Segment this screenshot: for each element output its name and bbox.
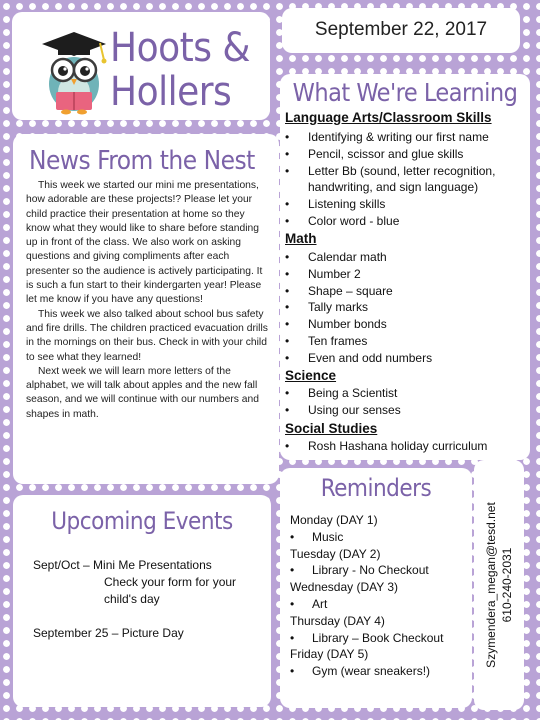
list-item: • Number bonds	[285, 316, 525, 333]
reminder-item: • Art	[290, 596, 328, 611]
newsletter-date: September 22, 2017	[314, 19, 488, 40]
news-heading: News From the Nest	[29, 146, 255, 176]
reminders-list	[290, 512, 443, 680]
list-item: • Number 2	[285, 266, 525, 283]
news-body	[26, 179, 270, 422]
event-picture-day: September 25 – Picture Day	[33, 626, 184, 640]
learning-heading: What We're Learning	[292, 78, 518, 107]
news-paragraph: This week we started our mini me presentations, how adorable are these projects!? Please let your child practice their presentation at home so they know what they would like to share before standing up in front of the class. We also work on asking questions and giving compliments after each presenter so the audience is actively participating. It is such a fun start to their kindergarten year! Please let me know if you have any questions!	[26, 180, 263, 306]
date-panel	[282, 8, 520, 53]
reminder-day: Monday (DAY 1)	[290, 513, 378, 527]
list-item: • Shape – square	[285, 283, 525, 300]
event-presentations: Sept/Oct – Mini Me Presentations	[33, 558, 212, 572]
reminder-day: Wednesday (DAY 3)	[290, 580, 399, 595]
contact-panel	[474, 460, 524, 710]
list-item: • Letter Bb (sound, letter recognition, handwriting, and sign language)	[285, 163, 525, 197]
contact-info	[483, 460, 515, 710]
owl-icon	[34, 26, 112, 116]
reminder-item: • Gym (wear sneakers!)	[290, 664, 431, 679]
list-item: • Ten frames	[285, 333, 525, 350]
list-item: • Rosh Hashana holiday curriculum	[285, 438, 525, 455]
list-item: • Calendar math	[285, 249, 525, 266]
math-list	[285, 249, 525, 367]
list-item: • Pencil, scissor and glue skills	[285, 146, 525, 163]
list-item: • Identifying & writing our first name	[285, 129, 525, 146]
reminder-item-text: Library – Book Checkout	[312, 630, 444, 645]
social-studies-list	[285, 438, 525, 455]
subject-language-arts: Language Arts/Classroom Skills	[285, 110, 492, 125]
newsletter-title	[110, 26, 250, 114]
title-line-1: Hoots &	[110, 25, 250, 71]
list-item: • Being a Scientist	[285, 385, 525, 402]
subject-science: Science	[285, 368, 337, 383]
language-arts-list	[285, 129, 525, 230]
subject-social-studies: Social Studies	[285, 421, 378, 436]
reminder-item-text: Gym (wear sneakers!)	[312, 664, 431, 679]
upcoming-heading: Upcoming Events	[51, 507, 233, 535]
title-panel	[12, 12, 270, 120]
reminder-day: Tuesday (DAY 2)	[290, 546, 381, 561]
list-item: • Using our senses	[285, 402, 525, 419]
subject-math: Math	[285, 231, 317, 246]
reminder-item: • Library - No Checkout	[290, 563, 429, 578]
list-item: • Tally marks	[285, 299, 525, 316]
learning-panel	[280, 74, 530, 460]
science-list	[285, 385, 525, 419]
list-item: • Color word - blue	[285, 213, 525, 230]
news-panel	[13, 134, 279, 484]
reminders-heading: Reminders	[320, 474, 432, 502]
reminder-item: • Music	[290, 529, 344, 544]
list-item: • Listening skills	[285, 196, 525, 213]
reminder-item-text: Library - No Checkout	[312, 563, 429, 578]
contact-email[interactable]: Szymendera_megan@tesd.net	[484, 502, 498, 668]
event-presentations-detail: Check your form for your child's day	[104, 575, 237, 606]
reminder-item: • Library – Book Checkout	[290, 630, 444, 645]
list-item: • Even and odd numbers	[285, 350, 525, 367]
reminder-day: Thursday (DAY 4)	[290, 613, 385, 628]
reminder-item-text: Music	[312, 529, 344, 544]
reminder-day: Friday (DAY 5)	[290, 647, 369, 662]
contact-phone: 610-240-2031	[500, 547, 514, 623]
news-paragraph: Next week we will learn more letters of the alphabet, we will talk about apples and the new fall season, and we will continue with our numbers and shapes in math.	[26, 365, 259, 420]
reminders-panel	[280, 468, 472, 708]
reminder-item-text: Art	[312, 596, 328, 611]
news-paragraph: This week we also talked about school bus safety and fire drills. The children practiced evacuation drills in the mornings on their bus. Check in with your child to see what they learned!	[26, 308, 268, 363]
upcoming-panel	[13, 495, 271, 707]
title-line-2: Hollers	[110, 69, 232, 115]
